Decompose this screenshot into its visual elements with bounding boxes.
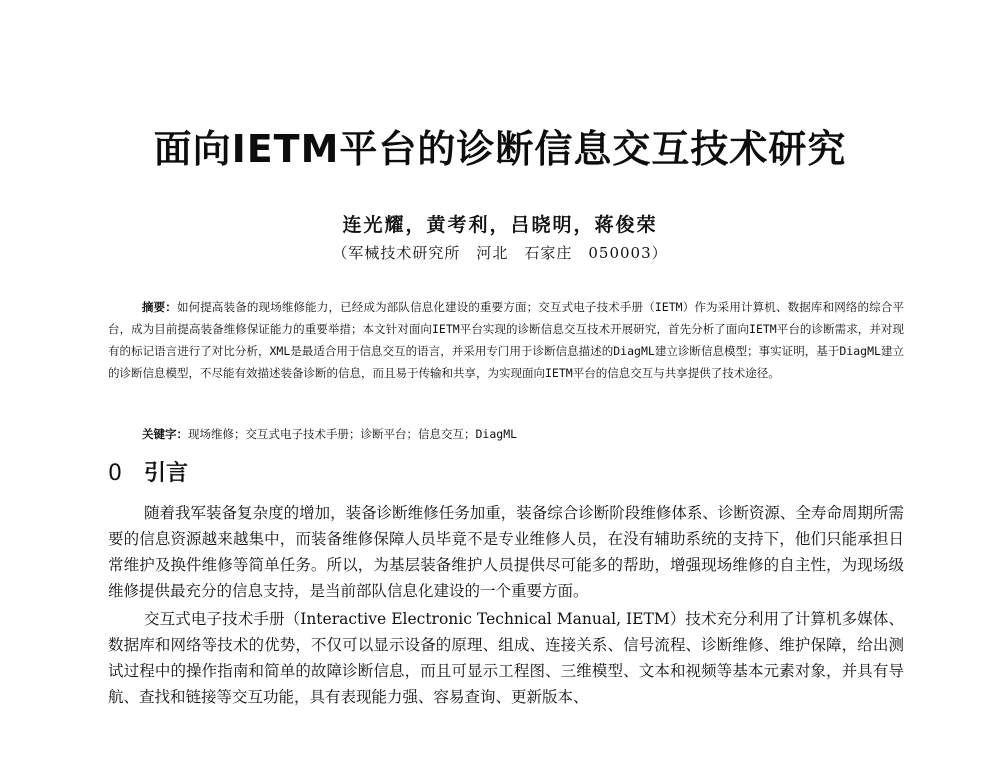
keywords-text: 现场维修；交互式电子技术手册；诊断平台；信息交互；DiagML [188,427,518,441]
keywords-label: 关键字： [142,427,188,441]
body-paragraph-1: 随着我军装备复杂度的增加，装备诊断维修任务加重，装备综合诊断阶段维修体系、诊断资源、全寿命周期所需要的信息资源越来越集中，而装备维修保障人员毕竟不是专业维修人员，在没有辅助系统的支持下，他们只能承担日常维护及换件维修等简单任务。所以，为基层装备维护人员提供尽可能多的帮助，增强现场维修的自主性，为现场级维修提供最充分的信息支持，是当前部队信息化建设的一个重要方面。 [108,504,904,600]
abstract [108,296,904,384]
paper-title: 面向IETM平台的诊断信息交互技术研究 [153,127,847,171]
section-title: 引言 [144,461,189,486]
abstract-text: 如何提高装备的现场维修能力，已经成为部队信息化建设的重要方面；交互式电子技术手册（IETM）作为采用计算机、数据库和网络的综合平台，成为目前提高装备维修保证能力的重要举措；本文针对面向IETM平台实现的诊断信息交互技术开展研究，首先分析了面向IETM平台的诊断需求，并对现有的标记语言进行了对比分析，XML是最适合用于信息交互的语言，并采用专门用于诊断信息描述的DiagML建立诊断信息模型；事实证明，基于DiagML建立的诊断信息模型，不尽能有效描述装备诊断的信息，而且易于传输和共享，为实现面向IETM平台的信息交互与共享提供了技术途径。 [108,300,905,380]
section-body [108,500,904,712]
author-list: 连光耀，黄考利，吕晓明，蒋俊荣 [342,214,658,236]
section-heading [108,456,188,487]
body-paragraph-2: 交互式电子技术手册（Interactive Electronic Technical Manual, IETM）技术充分利用了计算机多媒体、数据库和网络等技术的优势，不仅可以显示设备的原理、组成、连接关系、信号流程、诊断维修、维护保障，给出测试过程中的操作指南和简单的故障诊断信息，而且可显示工程图、三维模型、文本和视频等基本元素对象，并具有导航、查找和链接等交互功能，具有表现能力强、容易查询、更新版本、 [108,610,904,706]
section-number: 0 [108,461,122,486]
abstract-label: 摘要： [142,300,177,314]
keywords [142,424,902,444]
affiliation: （军械技术研究所 河北 石家庄 050003） [332,244,668,262]
